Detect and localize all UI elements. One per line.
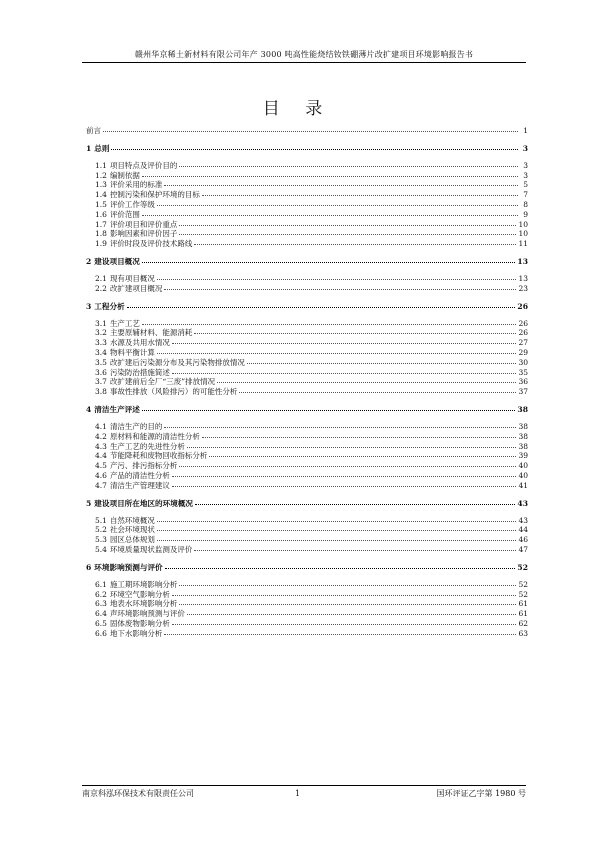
toc-entry-number: 3.6 bbox=[95, 367, 107, 377]
toc-entry-page: 13 bbox=[517, 256, 528, 266]
toc-chapter-entry[interactable] bbox=[86, 257, 528, 267]
toc-entry-label: 原材料和能源的清洁性分析 bbox=[109, 431, 200, 441]
toc-entry[interactable] bbox=[86, 210, 528, 220]
toc-entry-number: 3.8 bbox=[95, 387, 107, 397]
toc-entry[interactable] bbox=[86, 161, 528, 171]
toc-entry-page: 41 bbox=[518, 480, 528, 490]
toc-entry-label: 工程分析 bbox=[94, 301, 125, 311]
toc-entry-number: 1.1 bbox=[95, 160, 107, 170]
toc-entry-page: 8 bbox=[523, 199, 528, 209]
toc-entry-label: 现有项目概况 bbox=[109, 273, 155, 283]
toc-entry-page: 9 bbox=[523, 209, 528, 219]
toc-entry[interactable] bbox=[86, 171, 528, 181]
toc-entry-number: 2 bbox=[86, 256, 92, 266]
toc-entry[interactable] bbox=[86, 348, 528, 358]
dot-leader bbox=[172, 595, 517, 596]
toc-entry-page: 30 bbox=[518, 357, 528, 367]
toc-entry-label: 生产工艺 bbox=[109, 318, 140, 328]
dot-leader bbox=[179, 604, 516, 605]
toc-entry[interactable] bbox=[86, 545, 528, 555]
toc-entry-label: 地表水环境影响分析 bbox=[109, 599, 178, 609]
toc-entry-number: 4.3 bbox=[95, 441, 107, 451]
toc-entry-label: 编制依据 bbox=[109, 170, 140, 180]
toc-entry-label: 环境影响预测与评价 bbox=[94, 562, 163, 572]
toc-entry-number: 5 bbox=[86, 498, 92, 508]
toc-chapter-entry[interactable] bbox=[86, 144, 528, 154]
toc-entry[interactable] bbox=[86, 180, 528, 190]
toc-entry-page: 38 bbox=[518, 421, 528, 431]
toc-entry[interactable] bbox=[86, 358, 528, 368]
toc-entry[interactable] bbox=[86, 580, 528, 590]
toc-entry-page: 3 bbox=[523, 170, 528, 180]
toc-entry-label: 环境质量现状监测及评价 bbox=[109, 544, 193, 554]
toc-entry[interactable] bbox=[86, 461, 528, 471]
toc-entry-page: 39 bbox=[518, 451, 528, 461]
dot-leader bbox=[157, 353, 517, 354]
dot-leader bbox=[172, 373, 517, 374]
toc-entry-number: 1.3 bbox=[95, 180, 107, 190]
footer-company: 南京科泓环保技术有限责任公司 bbox=[82, 789, 194, 798]
dot-leader bbox=[194, 333, 516, 334]
toc-entry[interactable] bbox=[86, 422, 528, 432]
header-rule bbox=[82, 62, 526, 63]
toc-entry[interactable] bbox=[86, 516, 528, 526]
toc-entry-page: 10 bbox=[518, 229, 528, 239]
dot-leader bbox=[187, 614, 517, 615]
toc-entry[interactable] bbox=[86, 432, 528, 442]
toc-entry-label: 评价采用的标准 bbox=[109, 180, 163, 190]
dot-leader bbox=[172, 486, 517, 487]
dot-leader bbox=[164, 427, 516, 428]
toc-entry[interactable] bbox=[86, 338, 528, 348]
toc-entry-page: 1 bbox=[523, 126, 528, 135]
toc-entry-number: 3.4 bbox=[95, 347, 107, 357]
dot-leader bbox=[194, 550, 516, 551]
toc-entry-number: 4.5 bbox=[95, 461, 107, 471]
dot-leader bbox=[179, 466, 516, 467]
toc-entry[interactable] bbox=[86, 229, 528, 239]
toc-entry-number: 6.2 bbox=[95, 589, 107, 599]
toc-entry-label: 评价项目和评价重点 bbox=[109, 219, 178, 229]
toc-entry-page: 46 bbox=[518, 535, 528, 545]
toc-entry-label: 事故性排放（风险排污）的可能性分析 bbox=[109, 387, 238, 397]
toc-entry-page: 44 bbox=[518, 525, 528, 535]
dot-leader bbox=[172, 343, 517, 344]
toc-entry-label: 生产工艺的先进性分析 bbox=[109, 441, 185, 451]
toc-entry[interactable] bbox=[86, 239, 528, 249]
toc-entry-number: 5.4 bbox=[95, 544, 107, 554]
dot-leader bbox=[172, 476, 517, 477]
toc-entry[interactable] bbox=[86, 590, 528, 600]
toc-entry-page: 43 bbox=[517, 498, 528, 508]
toc-entry-page: 35 bbox=[518, 367, 528, 377]
toc-entry-label: 建设项目所在地区的环境概况 bbox=[94, 498, 194, 508]
toc-entry-number: 3 bbox=[86, 301, 92, 311]
dot-leader bbox=[142, 176, 518, 177]
toc-entry-number: 6.3 bbox=[95, 599, 107, 609]
toc-entry-label: 污染防治措施简述 bbox=[109, 367, 170, 377]
table-of-contents bbox=[86, 126, 528, 638]
toc-entry-number: 5.1 bbox=[95, 515, 107, 525]
toc-entry-page: 26 bbox=[518, 328, 528, 338]
dot-leader bbox=[164, 185, 518, 186]
dot-leader bbox=[172, 624, 517, 625]
toc-entry[interactable] bbox=[86, 368, 528, 378]
toc-entry-number: 4.1 bbox=[95, 421, 107, 431]
toc-entry-number: 3.7 bbox=[95, 377, 107, 387]
toc-entry[interactable] bbox=[86, 274, 528, 284]
dot-leader bbox=[202, 195, 518, 196]
toc-entry-label: 水源及共用水情况 bbox=[109, 338, 170, 348]
dot-leader bbox=[194, 244, 516, 245]
toc-entry[interactable] bbox=[86, 535, 528, 545]
toc-entry-label: 产污、排污指标分析 bbox=[109, 461, 178, 471]
dot-leader bbox=[103, 131, 518, 132]
toc-entry-label: 施工期环境影响分析 bbox=[109, 579, 178, 589]
toc-entry-number: 1 bbox=[86, 143, 92, 153]
toc-entry-label: 改扩建项目概况 bbox=[109, 283, 163, 293]
toc-chapter-entry[interactable] bbox=[86, 499, 528, 509]
toc-entry[interactable] bbox=[86, 609, 528, 619]
toc-chapter-entry[interactable] bbox=[86, 405, 528, 415]
toc-entry-page: 52 bbox=[517, 562, 528, 572]
dot-leader bbox=[179, 585, 516, 586]
toc-entry-label: 评价范围 bbox=[109, 209, 140, 219]
dot-leader bbox=[142, 410, 516, 411]
toc-entry[interactable] bbox=[86, 599, 528, 609]
toc-entry-page: 62 bbox=[518, 618, 528, 628]
toc-entry[interactable] bbox=[86, 442, 528, 452]
toc-entry[interactable] bbox=[86, 190, 528, 200]
toc-entry[interactable] bbox=[86, 525, 528, 535]
footer-certificate: 国环评证乙字第 1980 号 bbox=[436, 789, 526, 798]
toc-entry-label: 物料平衡计算 bbox=[109, 347, 155, 357]
toc-entry-page: 61 bbox=[518, 609, 528, 619]
dot-leader bbox=[179, 166, 518, 167]
toc-entry-number: 6.6 bbox=[95, 628, 107, 638]
toc-entry-page: 52 bbox=[518, 579, 528, 589]
dot-leader bbox=[239, 392, 516, 393]
toc-entry-label: 节能降耗和废物回收指标分析 bbox=[109, 451, 208, 461]
dot-leader bbox=[165, 568, 516, 569]
toc-entry-label: 改扩建后污染源分布及其污染物排放情况 bbox=[109, 357, 245, 367]
toc-entry-label: 建设项目概况 bbox=[94, 256, 140, 266]
toc-entry-label: 社会环境现状 bbox=[109, 525, 155, 535]
dot-leader bbox=[157, 540, 517, 541]
toc-entry-page: 38 bbox=[517, 404, 528, 414]
toc-entry-page: 37 bbox=[518, 387, 528, 397]
toc-entry-label: 园区总体规划 bbox=[109, 535, 155, 545]
toc-entry-number: 3.2 bbox=[95, 328, 107, 338]
dot-leader bbox=[164, 289, 516, 290]
dot-leader bbox=[157, 279, 517, 280]
toc-entry-number: 6.5 bbox=[95, 618, 107, 628]
toc-entry-label: 清洁生产管理建议 bbox=[109, 480, 170, 490]
toc-entry-page: 10 bbox=[518, 219, 528, 229]
toc-entry-label: 自然环境概况 bbox=[109, 515, 155, 525]
toc-entry-page: 40 bbox=[518, 470, 528, 480]
toc-entry-page: 38 bbox=[518, 431, 528, 441]
running-header: 赣州华京稀土新材料有限公司年产 3000 吨高性能烧结钕铁硼薄片改扩建项目环境影响报告书 bbox=[134, 50, 474, 59]
toc-entry-label: 固体废物影响分析 bbox=[109, 618, 170, 628]
toc-entry[interactable] bbox=[86, 377, 528, 387]
dot-leader bbox=[202, 437, 517, 438]
toc-entry-number: 1.4 bbox=[95, 190, 107, 200]
toc-entry-page: 5 bbox=[523, 180, 528, 190]
dot-leader bbox=[164, 634, 516, 635]
toc-entry[interactable] bbox=[86, 387, 528, 397]
dot-leader bbox=[179, 225, 516, 226]
toc-entry[interactable] bbox=[86, 200, 528, 210]
toc-entry-number: 3.3 bbox=[95, 338, 107, 348]
toc-entry-number: 1.8 bbox=[95, 229, 107, 239]
toc-entry-number: 1.6 bbox=[95, 209, 107, 219]
toc-entry-number: 1.7 bbox=[95, 219, 107, 229]
dot-leader bbox=[157, 521, 517, 522]
dot-leader bbox=[209, 456, 516, 457]
toc-entry[interactable] bbox=[86, 481, 528, 491]
toc-entry[interactable] bbox=[86, 126, 528, 136]
toc-entry-page: 7 bbox=[523, 190, 528, 200]
toc-entry-number: 4.6 bbox=[95, 470, 107, 480]
toc-entry-page: 23 bbox=[518, 283, 528, 293]
toc-chapter-entry[interactable] bbox=[86, 302, 528, 312]
toc-entry-label: 清洁生产评述 bbox=[94, 404, 140, 414]
toc-entry-page: 27 bbox=[518, 338, 528, 348]
toc-entry-number: 1.9 bbox=[95, 239, 107, 249]
toc-entry-number: 5.2 bbox=[95, 525, 107, 535]
toc-entry-number: 5.3 bbox=[95, 535, 107, 545]
toc-entry-label: 改扩建前后全厂“三废”排放情况 bbox=[109, 377, 216, 387]
toc-entry-label: 项目特点及评价目的 bbox=[109, 160, 178, 170]
toc-entry-page: 11 bbox=[518, 239, 528, 249]
toc-entry-page: 26 bbox=[517, 301, 528, 311]
toc-entry-label: 环境空气影响分析 bbox=[109, 589, 170, 599]
toc-entry-label: 影响因素和评价因子 bbox=[109, 229, 178, 239]
toc-entry-page: 13 bbox=[518, 273, 528, 283]
toc-entry[interactable] bbox=[86, 284, 528, 294]
dot-leader bbox=[157, 530, 517, 531]
dot-leader bbox=[142, 324, 517, 325]
dot-leader bbox=[142, 215, 518, 216]
toc-entry-page: 29 bbox=[518, 347, 528, 357]
toc-entry-number: 3.5 bbox=[95, 357, 107, 367]
dot-leader bbox=[142, 262, 516, 263]
footer-page-number: 1 bbox=[294, 789, 301, 798]
toc-entry-label: 总则 bbox=[94, 143, 110, 153]
toc-entry-page: 26 bbox=[518, 318, 528, 328]
toc-entry-page: 47 bbox=[518, 544, 528, 554]
toc-entry[interactable] bbox=[86, 471, 528, 481]
toc-chapter-entry[interactable] bbox=[86, 563, 528, 573]
toc-entry-label: 评价工作等级 bbox=[109, 199, 155, 209]
toc-entry-page: 63 bbox=[518, 628, 528, 638]
footer-rule bbox=[82, 785, 526, 786]
toc-entry-page: 52 bbox=[518, 589, 528, 599]
page-title: 目 录 bbox=[262, 99, 333, 119]
toc-entry[interactable] bbox=[86, 629, 528, 639]
toc-entry-label: 主要原辅材料、能源消耗 bbox=[109, 328, 193, 338]
toc-entry-number: 1.5 bbox=[95, 199, 107, 209]
toc-entry[interactable] bbox=[86, 319, 528, 329]
toc-entry-page: 61 bbox=[518, 599, 528, 609]
toc-entry[interactable] bbox=[86, 328, 528, 338]
toc-entry-page: 3 bbox=[523, 160, 528, 170]
toc-entry[interactable] bbox=[86, 451, 528, 461]
toc-entry-page: 40 bbox=[518, 461, 528, 471]
dot-leader bbox=[179, 234, 516, 235]
toc-entry-number: 4.4 bbox=[95, 451, 107, 461]
toc-entry-number: 4 bbox=[86, 404, 92, 414]
toc-entry-number: 6 bbox=[86, 562, 92, 572]
toc-entry-label: 地下水影响分析 bbox=[109, 628, 163, 638]
dot-leader bbox=[157, 205, 518, 206]
dot-leader bbox=[247, 363, 517, 364]
toc-entry-number: 1.2 bbox=[95, 170, 107, 180]
toc-entry-number: 2.2 bbox=[95, 283, 107, 293]
toc-entry-label: 评价时段及评价技术路线 bbox=[109, 239, 193, 249]
dot-leader bbox=[195, 504, 515, 505]
toc-entry-page: 3 bbox=[522, 143, 528, 153]
toc-entry-label: 前言 bbox=[86, 126, 101, 135]
dot-leader bbox=[127, 307, 516, 308]
toc-entry-page: 38 bbox=[518, 441, 528, 451]
toc-entry-page: 43 bbox=[518, 515, 528, 525]
toc-entry-number: 6.4 bbox=[95, 609, 107, 619]
dot-leader bbox=[111, 149, 518, 150]
toc-entry-number: 3.1 bbox=[95, 318, 107, 328]
toc-entry-label: 产品的清洁性分析 bbox=[109, 470, 170, 480]
toc-entry-label: 控制污染和保护环境的目标 bbox=[109, 190, 200, 200]
toc-entry-number: 2.1 bbox=[95, 273, 107, 283]
toc-entry-label: 清洁生产的目的 bbox=[109, 421, 163, 431]
toc-entry-number: 4.7 bbox=[95, 480, 107, 490]
dot-leader bbox=[217, 382, 516, 383]
toc-entry-number: 4.2 bbox=[95, 431, 107, 441]
toc-entry[interactable] bbox=[86, 619, 528, 629]
toc-entry-number: 6.1 bbox=[95, 579, 107, 589]
toc-entry-label: 声环境影响预测与评价 bbox=[109, 609, 185, 619]
toc-entry-page: 36 bbox=[518, 377, 528, 387]
toc-entry[interactable] bbox=[86, 220, 528, 230]
dot-leader bbox=[187, 447, 517, 448]
